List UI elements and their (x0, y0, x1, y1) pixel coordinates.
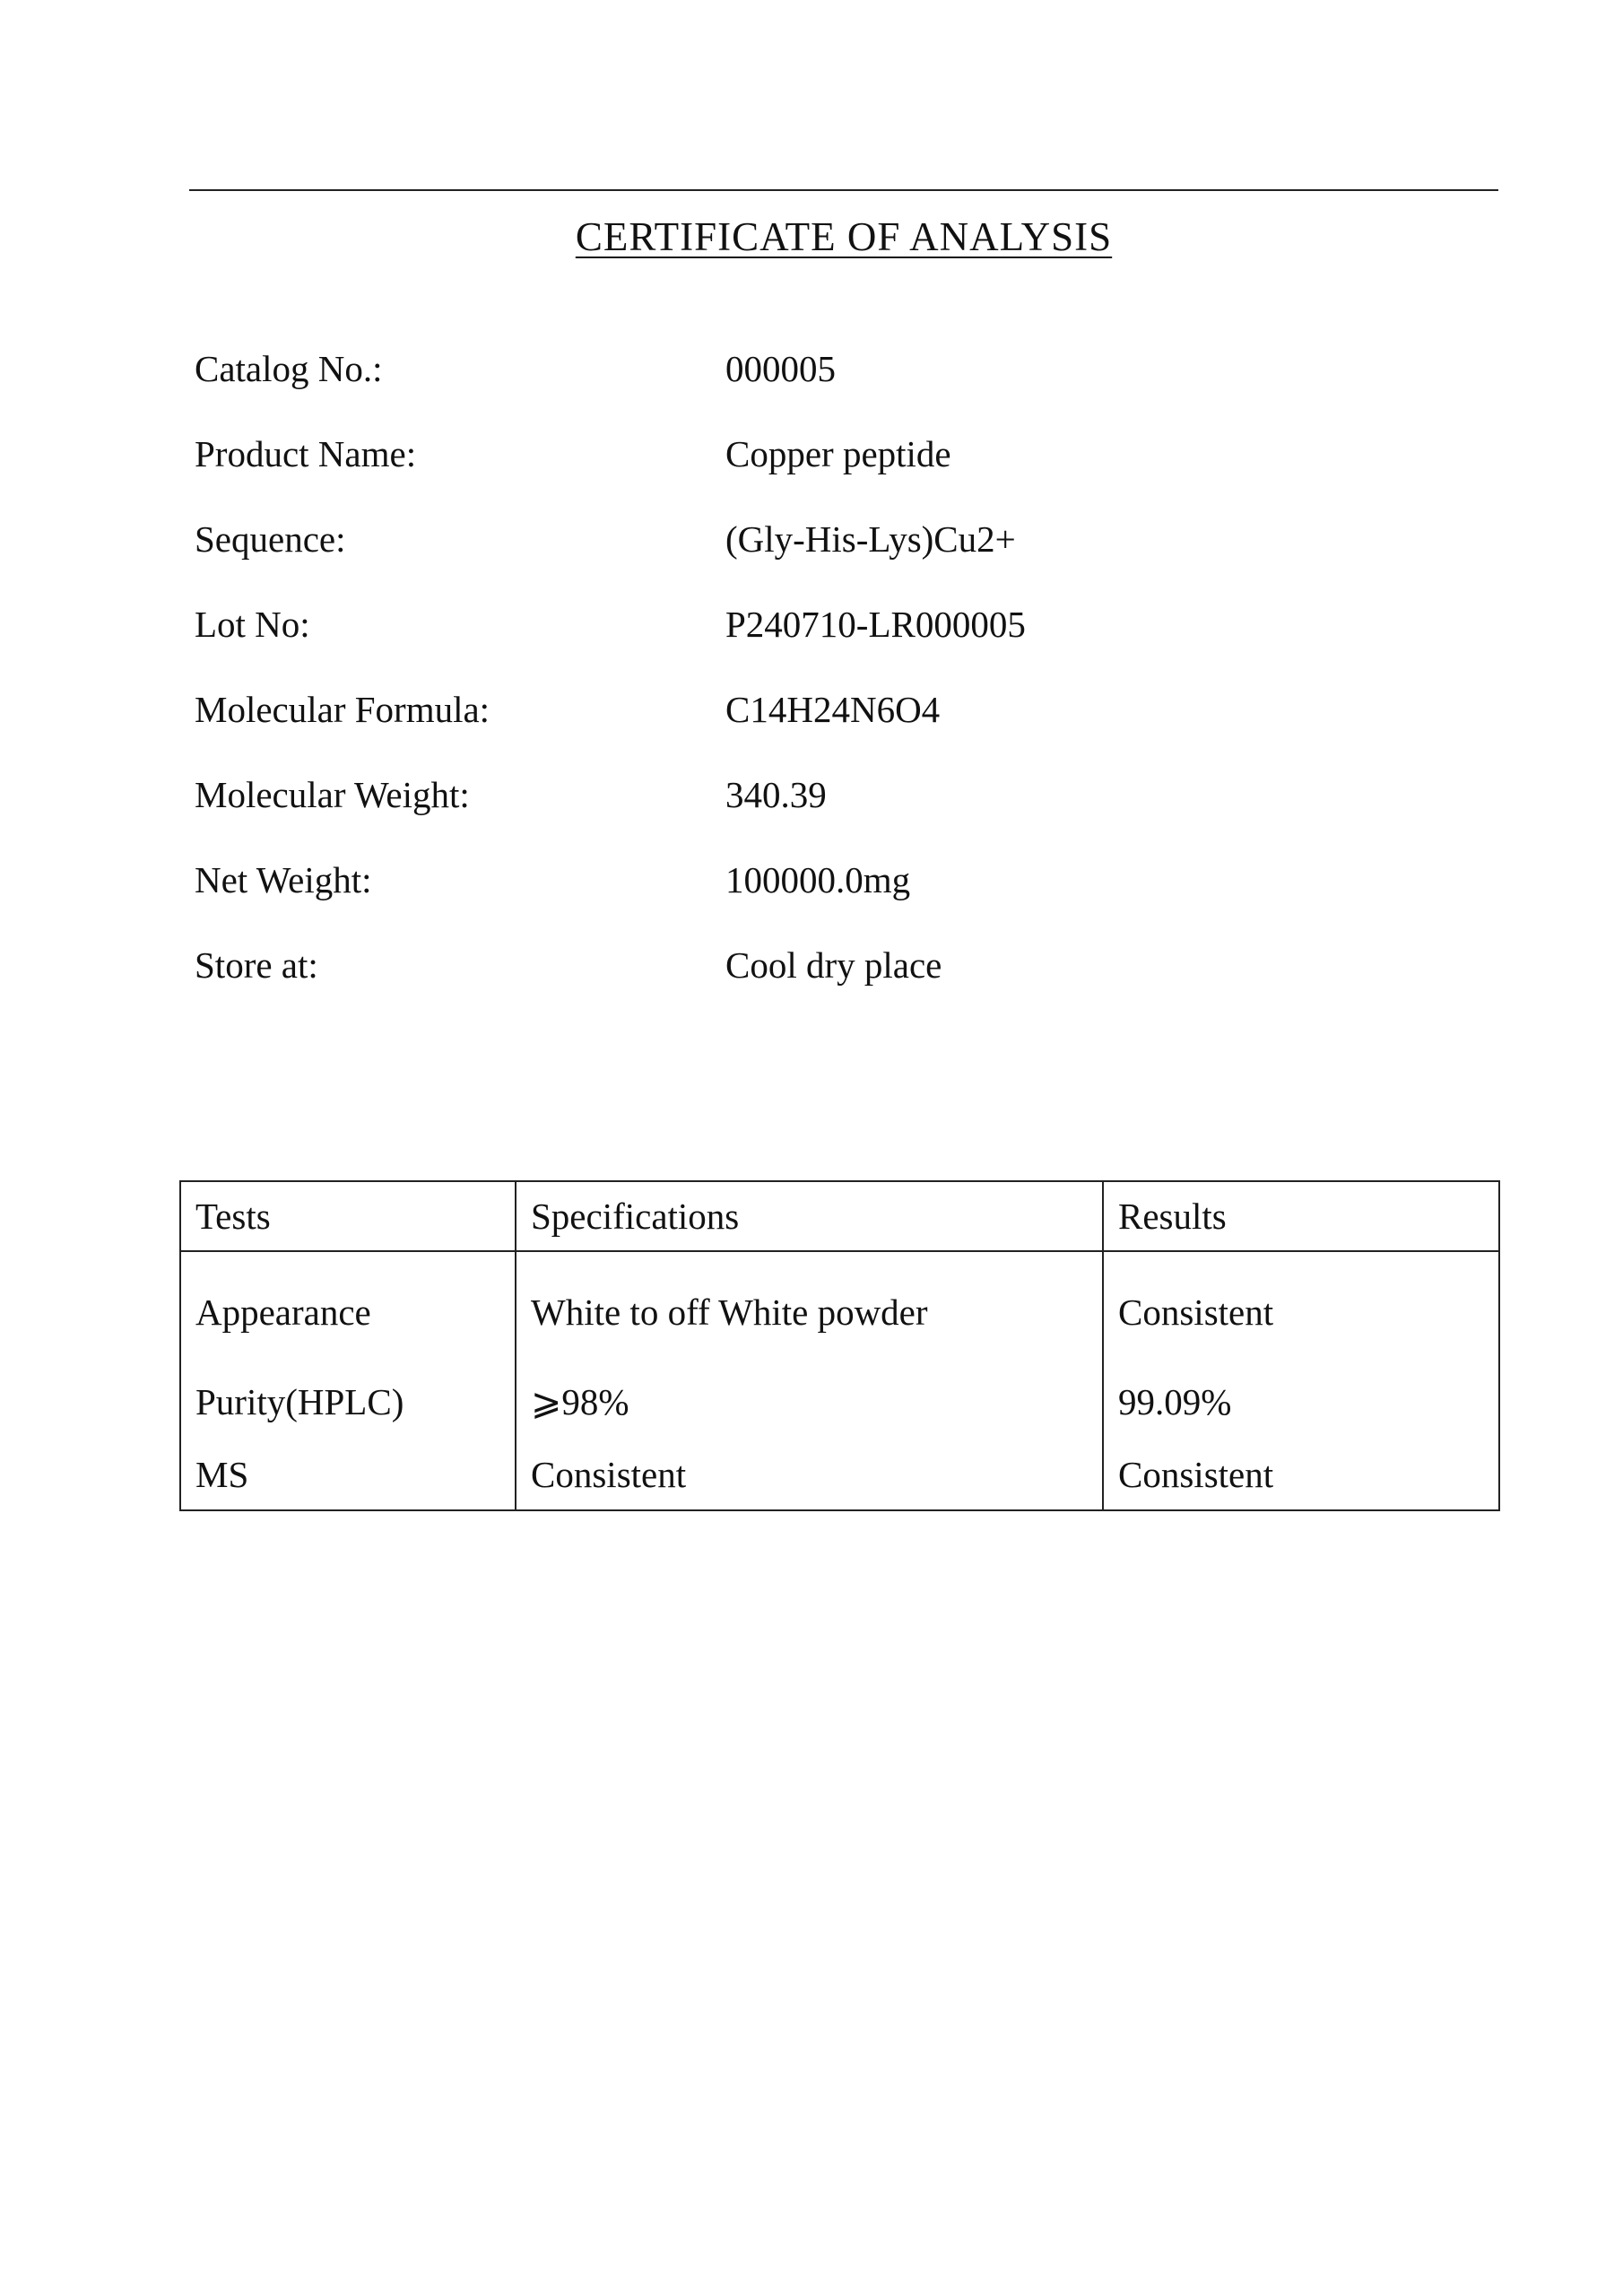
header-rule (189, 189, 1498, 191)
info-value: P240710-LR000005 (725, 604, 1026, 645)
info-row-lot-no (195, 598, 1486, 683)
info-label: Product Name: (195, 433, 417, 474)
test-specification: Consistent (516, 1439, 1103, 1510)
info-value: C14H24N6O4 (725, 689, 941, 730)
info-value: 340.39 (725, 774, 827, 815)
info-value: Copper peptide (725, 433, 951, 474)
info-row-store-at (195, 939, 1486, 1024)
header-specifications: Specifications (516, 1181, 1103, 1251)
info-row-sequence (195, 513, 1486, 598)
info-value: (Gly-His-Lys)Cu2+ (725, 518, 1016, 560)
test-result: 99.09% (1103, 1363, 1499, 1439)
table-row (180, 1251, 1499, 1363)
header-results: Results (1103, 1181, 1499, 1251)
info-value: Cool dry place (725, 944, 942, 986)
info-value: 100000.0mg (725, 859, 911, 900)
info-label: Store at: (195, 944, 318, 986)
info-row-product-name (195, 428, 1486, 513)
info-row-catalog-no (195, 343, 1486, 428)
test-result: Consistent (1103, 1251, 1499, 1363)
test-specification: ⩾98% (516, 1363, 1103, 1439)
product-info (195, 343, 1486, 1024)
info-label: Sequence: (195, 518, 346, 560)
test-name: MS (180, 1439, 516, 1510)
document-title: CERTIFICATE OF ANALYSIS (575, 214, 1113, 259)
info-row-molecular-weight (195, 769, 1486, 854)
info-label: Catalog No.: (195, 348, 383, 389)
tests-table (179, 1180, 1500, 1511)
test-result: Consistent (1103, 1439, 1499, 1510)
table-row (180, 1439, 1499, 1510)
test-name: Appearance (180, 1251, 516, 1363)
info-value: 000005 (725, 348, 836, 389)
test-specification: White to off White powder (516, 1251, 1103, 1363)
info-label: Molecular Weight: (195, 774, 470, 815)
test-name: Purity(HPLC) (180, 1363, 516, 1439)
header-tests: Tests (180, 1181, 516, 1251)
info-label: Lot No: (195, 604, 310, 645)
info-row-net-weight (195, 854, 1486, 939)
table-header-row (180, 1181, 1499, 1251)
info-label: Net Weight: (195, 859, 372, 900)
info-row-molecular-formula (195, 683, 1486, 769)
table-row (180, 1363, 1499, 1439)
info-label: Molecular Formula: (195, 689, 490, 730)
